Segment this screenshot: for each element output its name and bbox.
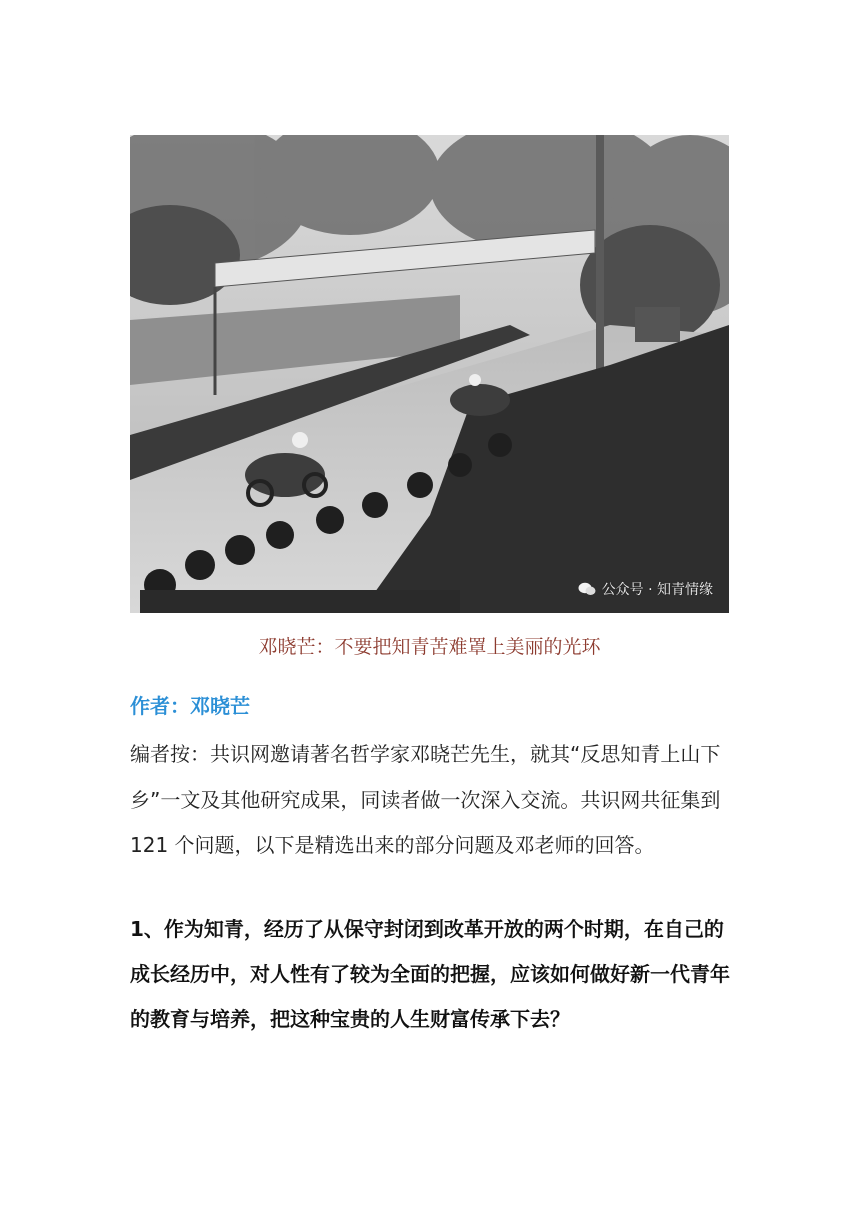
street-scene-illustration: [130, 135, 729, 613]
wechat-icon: [578, 582, 596, 596]
article-photo: [130, 135, 729, 613]
editor-note: 编者按：共识网邀请著名哲学家邓晓芒先生，就其“反思知青上山下乡”一文及其他研究成果，同读者做一次深入交流。共识网共征集到 121 个问题，以下是精选出来的部分问题及邓老师的回答。: [130, 742, 721, 857]
question-1: 1、作为知青，经历了从保守封闭到改革开放的两个时期，在自己的成长经历中，对人性有了较为全面的把握，应该如何做好新一代青年的教育与培养，把这种宝贵的人生财富传承下去？: [130, 917, 730, 1031]
watermark-text: 公众号 · 知青情缘: [601, 582, 713, 598]
author-line: 作者：邓晓芒: [130, 694, 250, 718]
watermark: [578, 579, 713, 599]
photo-caption: 邓晓芒：不要把知青苦难罩上美丽的光环: [258, 636, 601, 658]
